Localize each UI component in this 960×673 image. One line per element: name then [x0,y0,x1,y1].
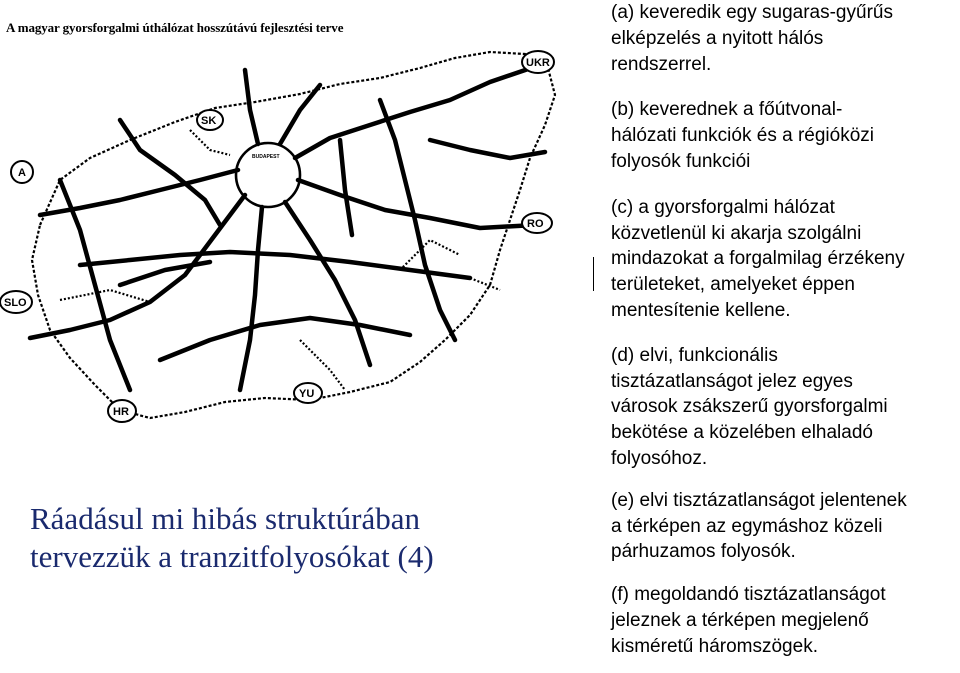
country-marker-ukr [522,51,554,73]
corridor-balaton [120,262,210,285]
main-road-5 [400,240,460,270]
svg-text:UKR: UKR [526,57,550,69]
point-f: (f) megoldandó tisztázatlanságot jeleznek a térképen megjelenő kisméretű háromszögek. [611,584,886,657]
country-marker-a [11,161,33,183]
main-road-4 [190,130,230,155]
svg-text:A: A [18,167,26,179]
corridor-danube [80,252,470,278]
svg-text:YU: YU [299,388,315,400]
caption-line: tervezzük a tranzitfolyosókat (4) [30,539,434,574]
map-title: A magyar gyorsforgalmi úthálózat hosszútávú fejlesztési terve [6,20,344,35]
map-svg [0,40,590,460]
budapest-label: BUDAPEST [252,154,280,160]
corridor-north-east [430,140,545,158]
main-road-3 [470,278,500,290]
corridor-south [160,318,410,360]
motorway-m3 [295,65,540,158]
main-road-1 [60,290,150,302]
point-d: (d) elvi, funkcionális tisztázatlanságot jelez egyes városok zsákszerű gyorsforgalmi bekötése a közelében elhaladó folyosóhoz. [611,344,888,469]
motorway-m6 [240,207,262,390]
point-e: (e) elvi tisztázatlanságot jelentenek a térképen az egymáshoz közeli párhuzamos folyosók. [611,489,907,563]
svg-text:SLO: SLO [4,297,27,309]
country-marker-slo [0,291,32,313]
road-network-map [0,40,590,460]
point-a: (a) keveredik egy sugaras-gyűrűs elképzelés a nyitott hálós rendszerrel. [611,2,893,75]
slide-caption [30,500,570,576]
svg-text:SK: SK [201,115,217,127]
corridor-tisza [340,140,352,235]
country-marker-yu [294,383,322,403]
point-c: (c) a gyorsforgalmi hálózat közvetlenül ki akarja szolgálni mindazokat a forgalmilag érzékeny területeket, amelyeket éppen mentesítenie kellene. [611,196,905,321]
country-border [32,52,555,418]
divider-line [593,257,594,291]
svg-text:HR: HR [113,406,129,418]
corridor-north-west [120,120,220,225]
points-list [611,0,957,660]
motorway-m5 [285,202,370,365]
motorway-m2 [245,70,258,144]
country-marker-sk [197,110,223,130]
point-b: (b) keverednek a főútvonal- hálózati funkciók és a régióközi folyosók funkciói [611,99,874,172]
caption-line: Ráadásul mi hibás struktúrában [30,501,420,536]
country-marker-hr [108,400,136,422]
country-marker-ro [522,213,552,233]
svg-text:RO: RO [527,218,544,230]
